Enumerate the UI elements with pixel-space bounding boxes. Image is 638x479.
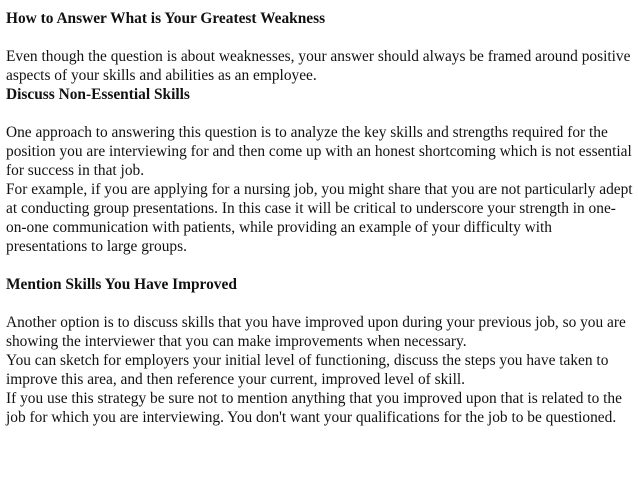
intro-paragraph: Even though the question is about weaknesses, your answer should always be framed around positive aspects of your skills and abilities as an employee.: [6, 48, 631, 84]
section-heading-skills-improved: Mention Skills You Have Improved: [6, 276, 237, 293]
section1-paragraph-1: One approach to answering this question is to analyze the key skills and strengths required for the position you are interviewing for and then come up with an honest shortcoming which is not essential for success in that job.: [6, 124, 632, 179]
section1-paragraph-2: For example, if you are applying for a nursing job, you might share that you are not particularly adept at conducting group presentations. In this case it will be critical to underscore your strength in one-on-one communication with patients, while providing an example of your difficulty with presentations to large groups.: [6, 181, 633, 255]
section-heading-non-essential-skills: Discuss Non-Essential Skills: [6, 86, 190, 103]
section2-paragraph-1: Another option is to discuss skills that you have improved upon during your previous job, so you are showing the interviewer that you can make improvements when necessary.: [6, 314, 626, 350]
document-page: [6, 9, 634, 427]
section2-paragraph-2: You can sketch for employers your initial level of functioning, discuss the steps you have taken to improve this area, and then reference your current, improved level of skill.: [6, 352, 609, 388]
section2-paragraph-3: If you use this strategy be sure not to mention anything that you improved upon that is related to the job for which you are interviewing. You don't want your qualifications for the job to be questioned.: [6, 390, 622, 426]
document-title: How to Answer What is Your Greatest Weakness: [6, 10, 326, 27]
